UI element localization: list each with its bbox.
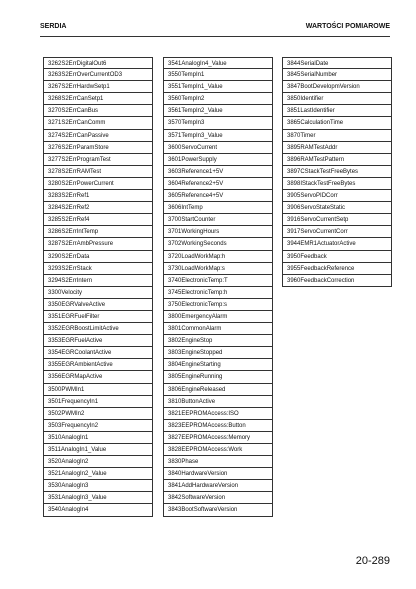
list-item: 3745ElectronicTemp:h bbox=[163, 287, 273, 299]
list-item: 3841AddHardwareVersion bbox=[163, 480, 273, 492]
list-item: 3828EEPROMAccess:Work bbox=[163, 444, 273, 456]
list-item: 3280S2ErrPowerCurrent bbox=[43, 178, 153, 190]
list-item: 3870Timer bbox=[282, 130, 392, 142]
list-item: 3606IntTemp bbox=[163, 202, 273, 214]
list-item: 3955FeedbackReference bbox=[282, 263, 392, 275]
list-item: 3821EEPROMAccess:ISO bbox=[163, 408, 273, 420]
list-item: 3830Phase bbox=[163, 456, 273, 468]
list-item: 3267S2ErrHardwSetp1 bbox=[43, 81, 153, 93]
list-item: 3285S2ErrRef4 bbox=[43, 214, 153, 226]
list-item: 3541AnalogIn4_Value bbox=[163, 57, 273, 69]
list-item: 3351EGRFuelFilter bbox=[43, 311, 153, 323]
list-item: 3530AnalogIn3 bbox=[43, 480, 153, 492]
list-item: 3270S2ErrCanBus bbox=[43, 105, 153, 117]
list-item: 3510AnalogIn1 bbox=[43, 432, 153, 444]
list-item: 3277S2ErrProgramTest bbox=[43, 154, 153, 166]
list-item: 3801CommonAlarm bbox=[163, 323, 273, 335]
list-item: 3283S2ErrRef1 bbox=[43, 190, 153, 202]
list-item: 3844SerialDate bbox=[282, 57, 392, 69]
list-item: 3570TempIn3 bbox=[163, 117, 273, 129]
list-item: 3353EGRFuelActive bbox=[43, 335, 153, 347]
list-item: 3840HardwareVersion bbox=[163, 468, 273, 480]
header-right-title: WARTOŚCI POMIAROWE bbox=[305, 23, 390, 30]
list-item: 3805EngineRunning bbox=[163, 371, 273, 383]
list-item: 3898IStackTestFreeBytes bbox=[282, 178, 392, 190]
list-item: 3604Reference2+5V bbox=[163, 178, 273, 190]
list-item: 3842SoftwareVersion bbox=[163, 492, 273, 504]
list-item: 3897CStackTestFreeBytes bbox=[282, 166, 392, 178]
list-item: 3800EmergencyAlarm bbox=[163, 311, 273, 323]
list-item: 3603Reference1+5V bbox=[163, 166, 273, 178]
list-item: 3531AnalogIn3_Value bbox=[43, 492, 153, 504]
list-item: 3501FrequencyIn1 bbox=[43, 396, 153, 408]
list-item: 3720LoadWorkMap:h bbox=[163, 251, 273, 263]
list-item: 3950Feedback bbox=[282, 251, 392, 263]
list-item: 3896RAMTestPattern bbox=[282, 154, 392, 166]
list-item: 3263S2ErrOverCurrentOD3 bbox=[43, 69, 153, 81]
list-item: 3847BootDevelopmVersion bbox=[282, 81, 392, 93]
list-item: 3600ServoCurrent bbox=[163, 142, 273, 154]
list-item: 3701WorkingHours bbox=[163, 226, 273, 238]
list-item: 3906ServoStateStatic bbox=[282, 202, 392, 214]
list-item: 3895RAMTestAddr bbox=[282, 142, 392, 154]
list-item: 3802EngineStop bbox=[163, 335, 273, 347]
list-item: 3960FeedbackCorrection bbox=[282, 275, 392, 287]
page-header bbox=[40, 23, 390, 37]
list-item: 3551TempIn1_Value bbox=[163, 81, 273, 93]
list-item: 3810ButtonActive bbox=[163, 396, 273, 408]
list-item: 3352EGRBoostLimitActive bbox=[43, 323, 153, 335]
list-item: 3503FrequencyIn2 bbox=[43, 420, 153, 432]
list-item: 3354EGRCoolantActive bbox=[43, 347, 153, 359]
value-list-column-2 bbox=[163, 57, 273, 517]
list-item: 3278S2ErrRAMTest bbox=[43, 166, 153, 178]
list-item: 3702WorkingSeconds bbox=[163, 238, 273, 250]
list-item: 3823EEPROMAccess:Button bbox=[163, 420, 273, 432]
list-item: 3916ServoCurrentSetp bbox=[282, 214, 392, 226]
list-item: 3944EMR1ActuatorActive bbox=[282, 238, 392, 250]
list-item: 3550TempIn1 bbox=[163, 69, 273, 81]
list-item: 3850Identifier bbox=[282, 93, 392, 105]
list-item: 3276S2ErrParamStore bbox=[43, 142, 153, 154]
list-item: 3740ElectronicTemp:T bbox=[163, 275, 273, 287]
list-item: 3601PowerSupply bbox=[163, 154, 273, 166]
list-item: 3700StartCounter bbox=[163, 214, 273, 226]
list-item: 3290S2ErrData bbox=[43, 251, 153, 263]
list-item: 3917ServoCurrentCorr bbox=[282, 226, 392, 238]
list-item: 3300Velocity bbox=[43, 287, 153, 299]
value-list-column-3 bbox=[282, 57, 392, 287]
list-item: 3560TempIn2 bbox=[163, 93, 273, 105]
list-item: 3356EGRMapActive bbox=[43, 371, 153, 383]
list-item: 3571TempIn3_Value bbox=[163, 130, 273, 142]
list-item: 3521AnalogIn2_Value bbox=[43, 468, 153, 480]
list-item: 3293S2ErrStack bbox=[43, 263, 153, 275]
list-item: 3605Reference4+5V bbox=[163, 190, 273, 202]
list-item: 3502PWMIn2 bbox=[43, 408, 153, 420]
list-item: 3284S2ErrRef2 bbox=[43, 202, 153, 214]
list-item: 3561TempIn2_Value bbox=[163, 105, 273, 117]
list-item: 3350EGRValveActive bbox=[43, 299, 153, 311]
list-item: 3905ServoPIDCorr bbox=[282, 190, 392, 202]
list-item: 3804EngineStarting bbox=[163, 359, 273, 371]
list-item: 3540AnalogIn4 bbox=[43, 504, 153, 516]
list-item: 3287S2ErrAmbPressure bbox=[43, 238, 153, 250]
list-item: 3268S2ErrCanSetp1 bbox=[43, 93, 153, 105]
list-item: 3827EEPROMAccess:Memory bbox=[163, 432, 273, 444]
list-item: 3803EngineStopped bbox=[163, 347, 273, 359]
list-item: 3262S2ErrDigitalOut6 bbox=[43, 57, 153, 69]
value-list-column-1 bbox=[43, 57, 153, 517]
list-item: 3511AnalogIn1_Value bbox=[43, 444, 153, 456]
list-item: 3294S2ErrIntern bbox=[43, 275, 153, 287]
list-item: 3851LastIdentifier bbox=[282, 105, 392, 117]
list-item: 3730LoadWorkMap:s bbox=[163, 263, 273, 275]
list-item: 3500PWMIn1 bbox=[43, 384, 153, 396]
page-number: 20-289 bbox=[355, 555, 390, 567]
list-item: 3750ElectronicTemp:s bbox=[163, 299, 273, 311]
list-item: 3843BootSoftwareVersion bbox=[163, 504, 273, 516]
list-item: 3274S2ErrCanPassive bbox=[43, 130, 153, 142]
header-rule bbox=[40, 36, 390, 37]
list-item: 3355EGRAmbientActive bbox=[43, 359, 153, 371]
list-item: 3865CalculationTime bbox=[282, 117, 392, 129]
list-item: 3286S2ErrIntTemp bbox=[43, 226, 153, 238]
header-left-title: SERDIA bbox=[40, 23, 67, 30]
list-item: 3271S2ErrCanComm bbox=[43, 117, 153, 129]
list-item: 3520AnalogIn2 bbox=[43, 456, 153, 468]
list-item: 3806EngineReleased bbox=[163, 384, 273, 396]
list-item: 3845SerialNumber bbox=[282, 69, 392, 81]
